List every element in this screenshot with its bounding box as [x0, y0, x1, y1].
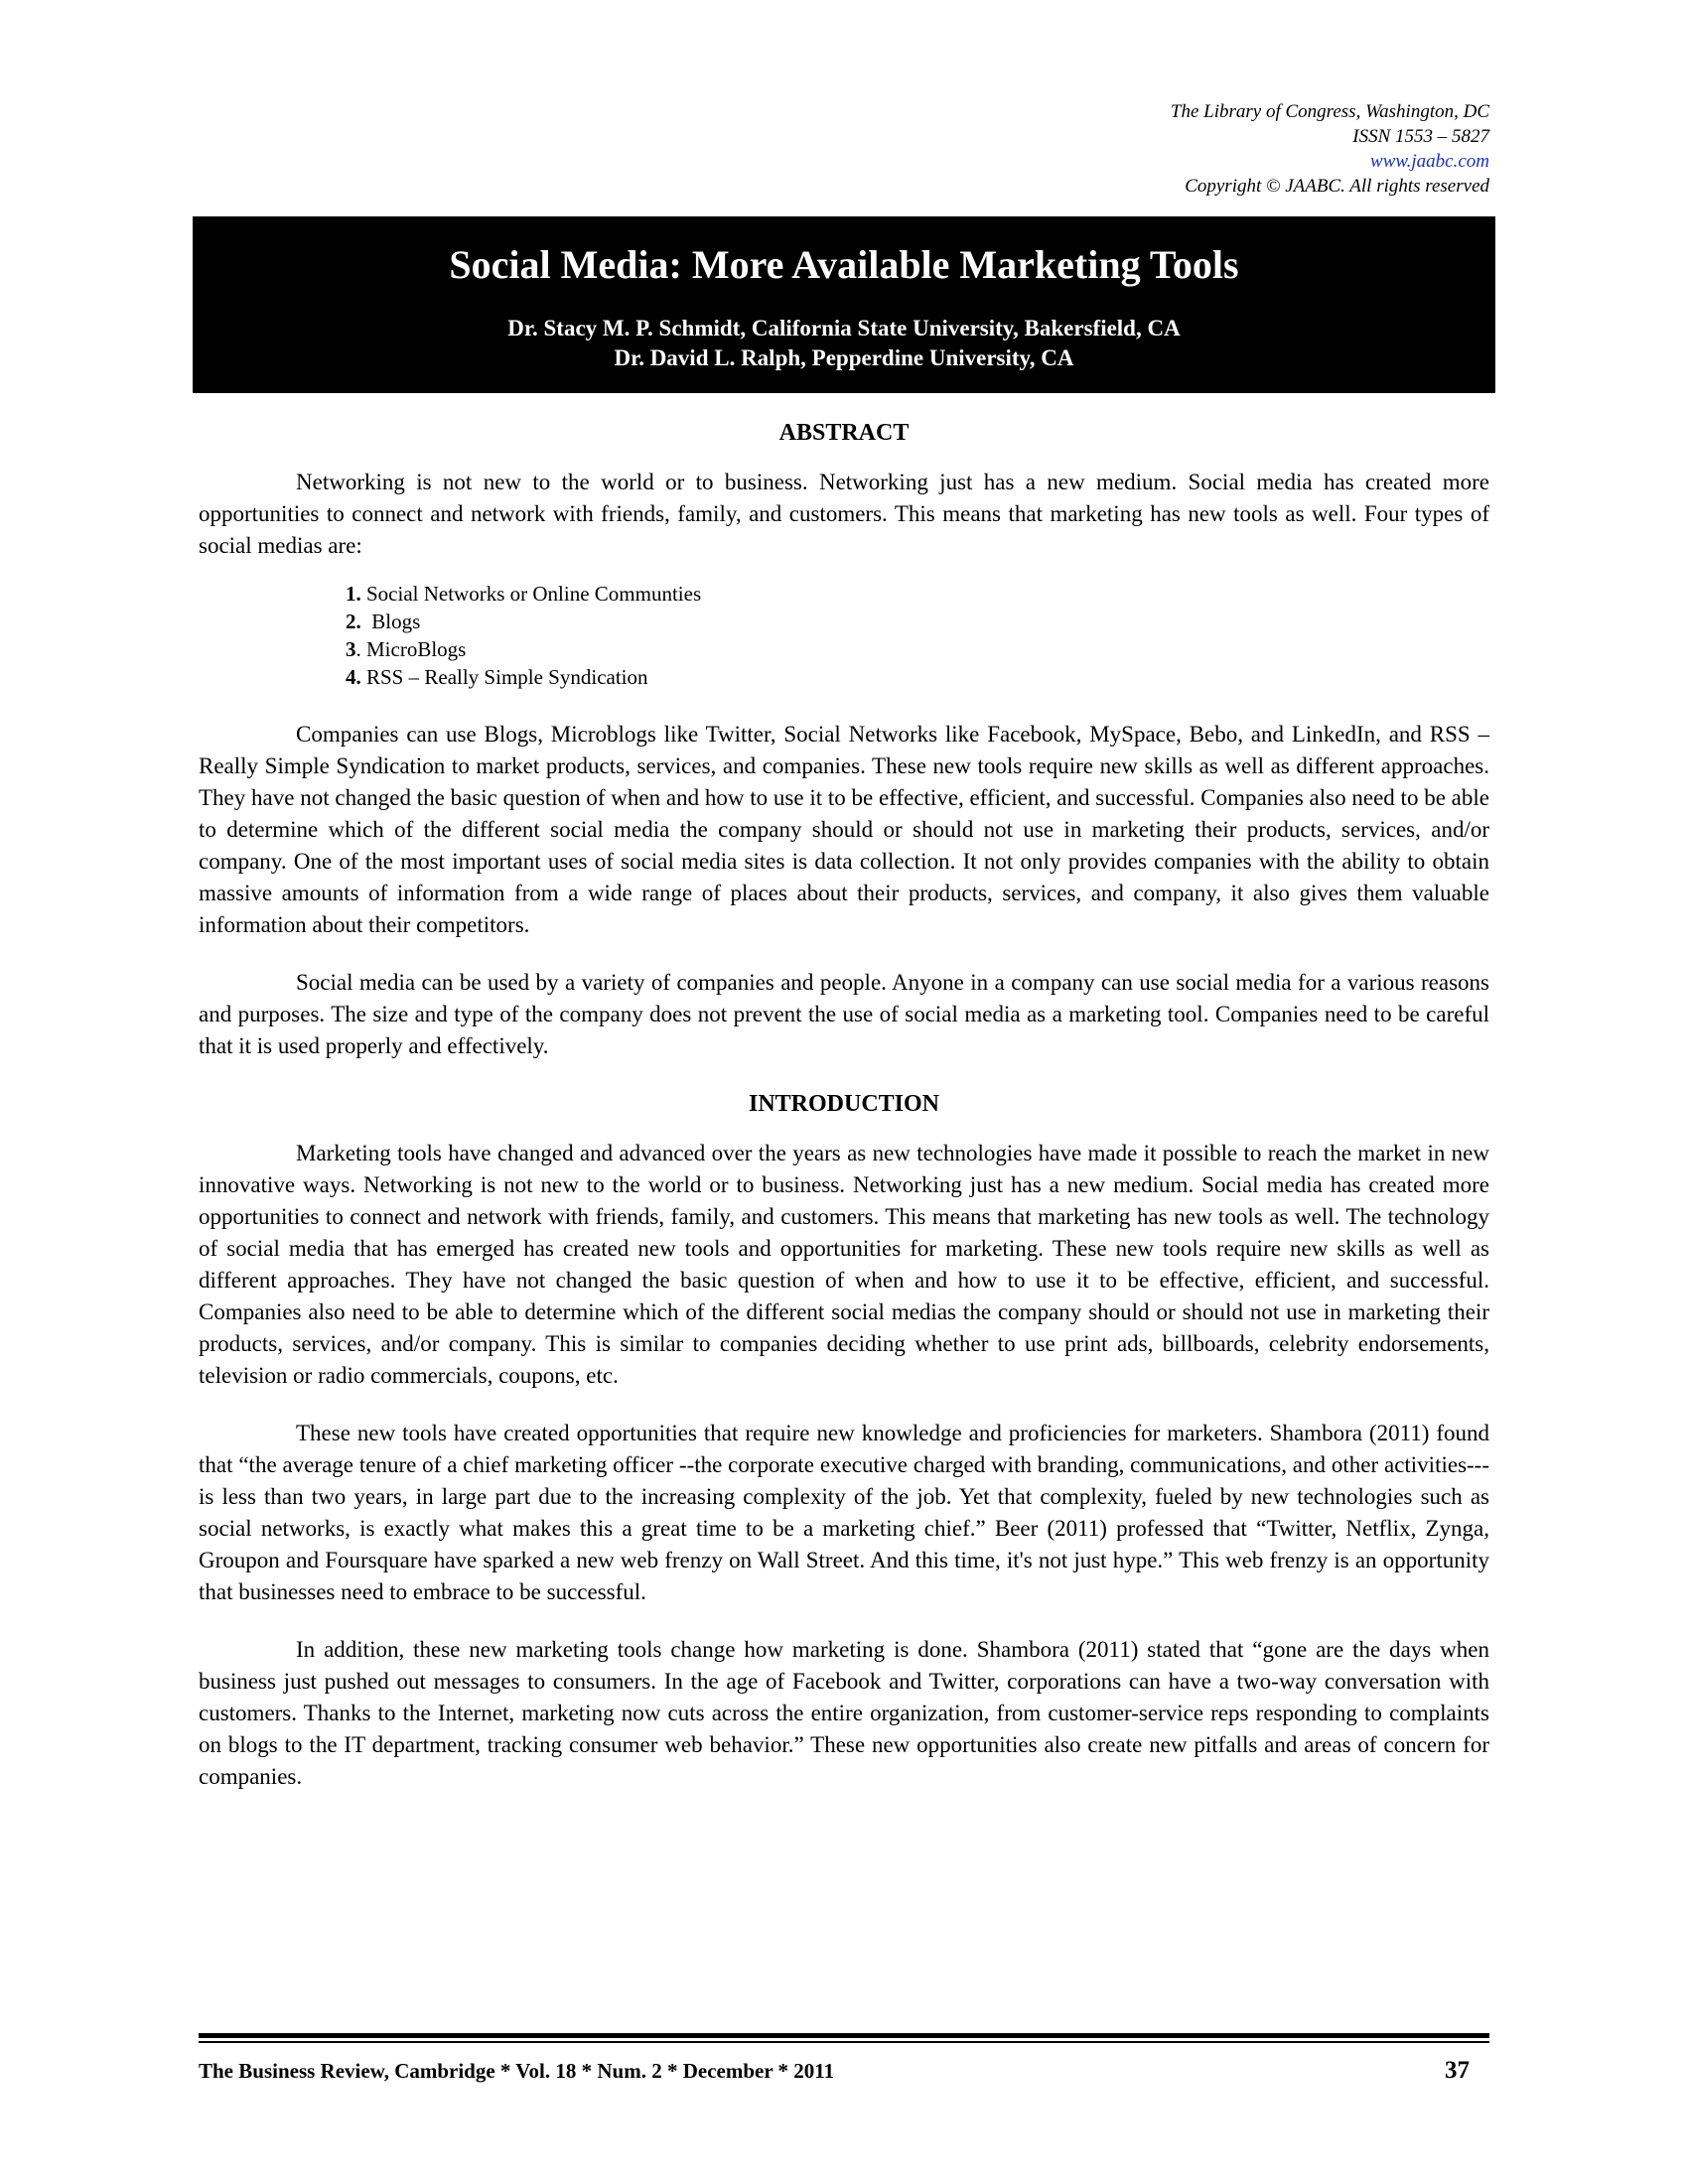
introduction-paragraph-1: Marketing tools have changed and advanced over the years as new technologies have made it possible to reach the market in new innovative ways. Networking is not new to the world or to business. Networking just has a new medium. Social media has created more opportunities to connect and network with friends, family, and customers. This means that marketing has new tools as well. The technology of social media that has emerged has created new tools and opportunities for marketing. These new tools require new skills as well as different approaches. They have not changed the basic question of when and how to use it to be effective, efficient, and successful. Companies also need to be able to determine which of the different social medias the company should or should not use in marketing their products, services, and/or company. This is similar to companies deciding whether to use print ads, billboards, celebrity endorsements, television or radio commercials, coupons, etc.: [199, 1141, 1489, 1388]
journal-citation: The Business Review, Cambridge * Vol. 18 * Num. 2 * December * 2011: [199, 2059, 835, 2083]
publication-info: [1171, 99, 1489, 199]
list-item: [346, 608, 1489, 635]
paper-body: [199, 417, 1489, 1819]
website-link[interactable]: www.jaabc.com: [1370, 151, 1489, 172]
list-item-number: 4.: [346, 665, 361, 689]
footer-row: [199, 2057, 1489, 2085]
abstract-paragraph-1: Networking is not new to the world or to business. Networking just has a new medium. Social media has created more opportunities to connect and network with friends, family, and customers. This means that marketing has new tools as well. Four types of social medias are:: [199, 470, 1489, 558]
list-item: [346, 663, 1489, 691]
list-item-text: Blogs: [360, 610, 421, 633]
list-item-text: . MicroBlogs: [355, 637, 467, 661]
list-item: [346, 580, 1489, 608]
list-item: [346, 635, 1489, 663]
list-item-text: Social Networks or Online Communties: [360, 582, 702, 606]
introduction-paragraph-2: These new tools have created opportunities that require new knowledge and proficiencies for marketers. Shambora (2011) found that “the average tenure of a chief marketing officer --the corporate executive charged with branding, communications, and other activities---is less than two years, in large part due to the increasing complexity of the job. Yet that complexity, fueled by new technologies such as social networks, is exactly what makes this a great time to be a marketing chief.” Beer (2011) professed that “Twitter, Netflix, Zynga, Groupon and Foursquare have sparked a new web frenzy on Wall Street. And this time, it's not just hype.” This web frenzy is an opportunity that businesses need to embrace to be successful.: [199, 1421, 1489, 1604]
footer-rule-thin: [199, 2041, 1489, 2043]
list-item-number: 2.: [346, 610, 361, 633]
library-line: The Library of Congress, Washington, DC: [1170, 101, 1489, 122]
author-1: Dr. Stacy M. P. Schmidt, California State University, Bakersfield, CA: [507, 316, 1181, 341]
paper-title: Social Media: More Available Marketing Tools: [449, 242, 1239, 287]
social-media-types-list: [346, 580, 1489, 691]
copyright-line: Copyright © JAABC. All rights reserved: [1185, 176, 1489, 197]
list-item-number: 3: [346, 637, 356, 661]
abstract-paragraph-2: Companies can use Blogs, Microblogs like Twitter, Social Networks like Facebook, MySpace, Bebo, and LinkedIn, and RSS – Really Simple Syndication to market products, services, and companies. These new tools require new skills as well as different approaches. They have not changed the basic question of when and how to use it to be effective, efficient, and successful. Companies also need to be able to determine which of the different social media the company should or should not use in marketing their products, services, and/or company. One of the most important uses of social media sites is data collection. It not only provides companies with the ability to obtain massive amounts of information from a wide range of places about their products, services, and company, it also gives them valuable information about their competitors.: [199, 722, 1489, 937]
introduction-heading: INTRODUCTION: [748, 1091, 940, 1117]
introduction-paragraph-3: In addition, these new marketing tools change how marketing is done. Shambora (2011) stated that “gone are the days when business just pushed out messages to consumers. In the age of Facebook and Twitter, corporations can have a two-way conversation with customers. Thanks to the Internet, marketing now cuts across the entire organization, from customer-service reps responding to complaints on blogs to the IT department, tracking consumer web behavior.” These new opportunities also create new pitfalls and areas of concern for companies.: [199, 1637, 1489, 1789]
footer-rule-thick: [199, 2033, 1489, 2038]
abstract-heading: ABSTRACT: [778, 420, 910, 446]
issn-line: ISSN 1553 – 5827: [1352, 126, 1489, 147]
page-number: 37: [1445, 2057, 1470, 2084]
title-banner: [193, 216, 1495, 393]
author-2: Dr. David L. Ralph, Pepperdine University, CA: [614, 345, 1074, 370]
list-item-text: RSS – Really Simple Syndication: [360, 665, 648, 689]
page-footer: [199, 2033, 1489, 2085]
list-item-number: 1.: [346, 582, 361, 606]
abstract-paragraph-3: Social media can be used by a variety of companies and people. Anyone in a company can use social media for a various reasons and purposes. The size and type of the company does not prevent the use of social media as a marketing tool. Companies need to be careful that it is used properly and effectively.: [199, 970, 1489, 1058]
